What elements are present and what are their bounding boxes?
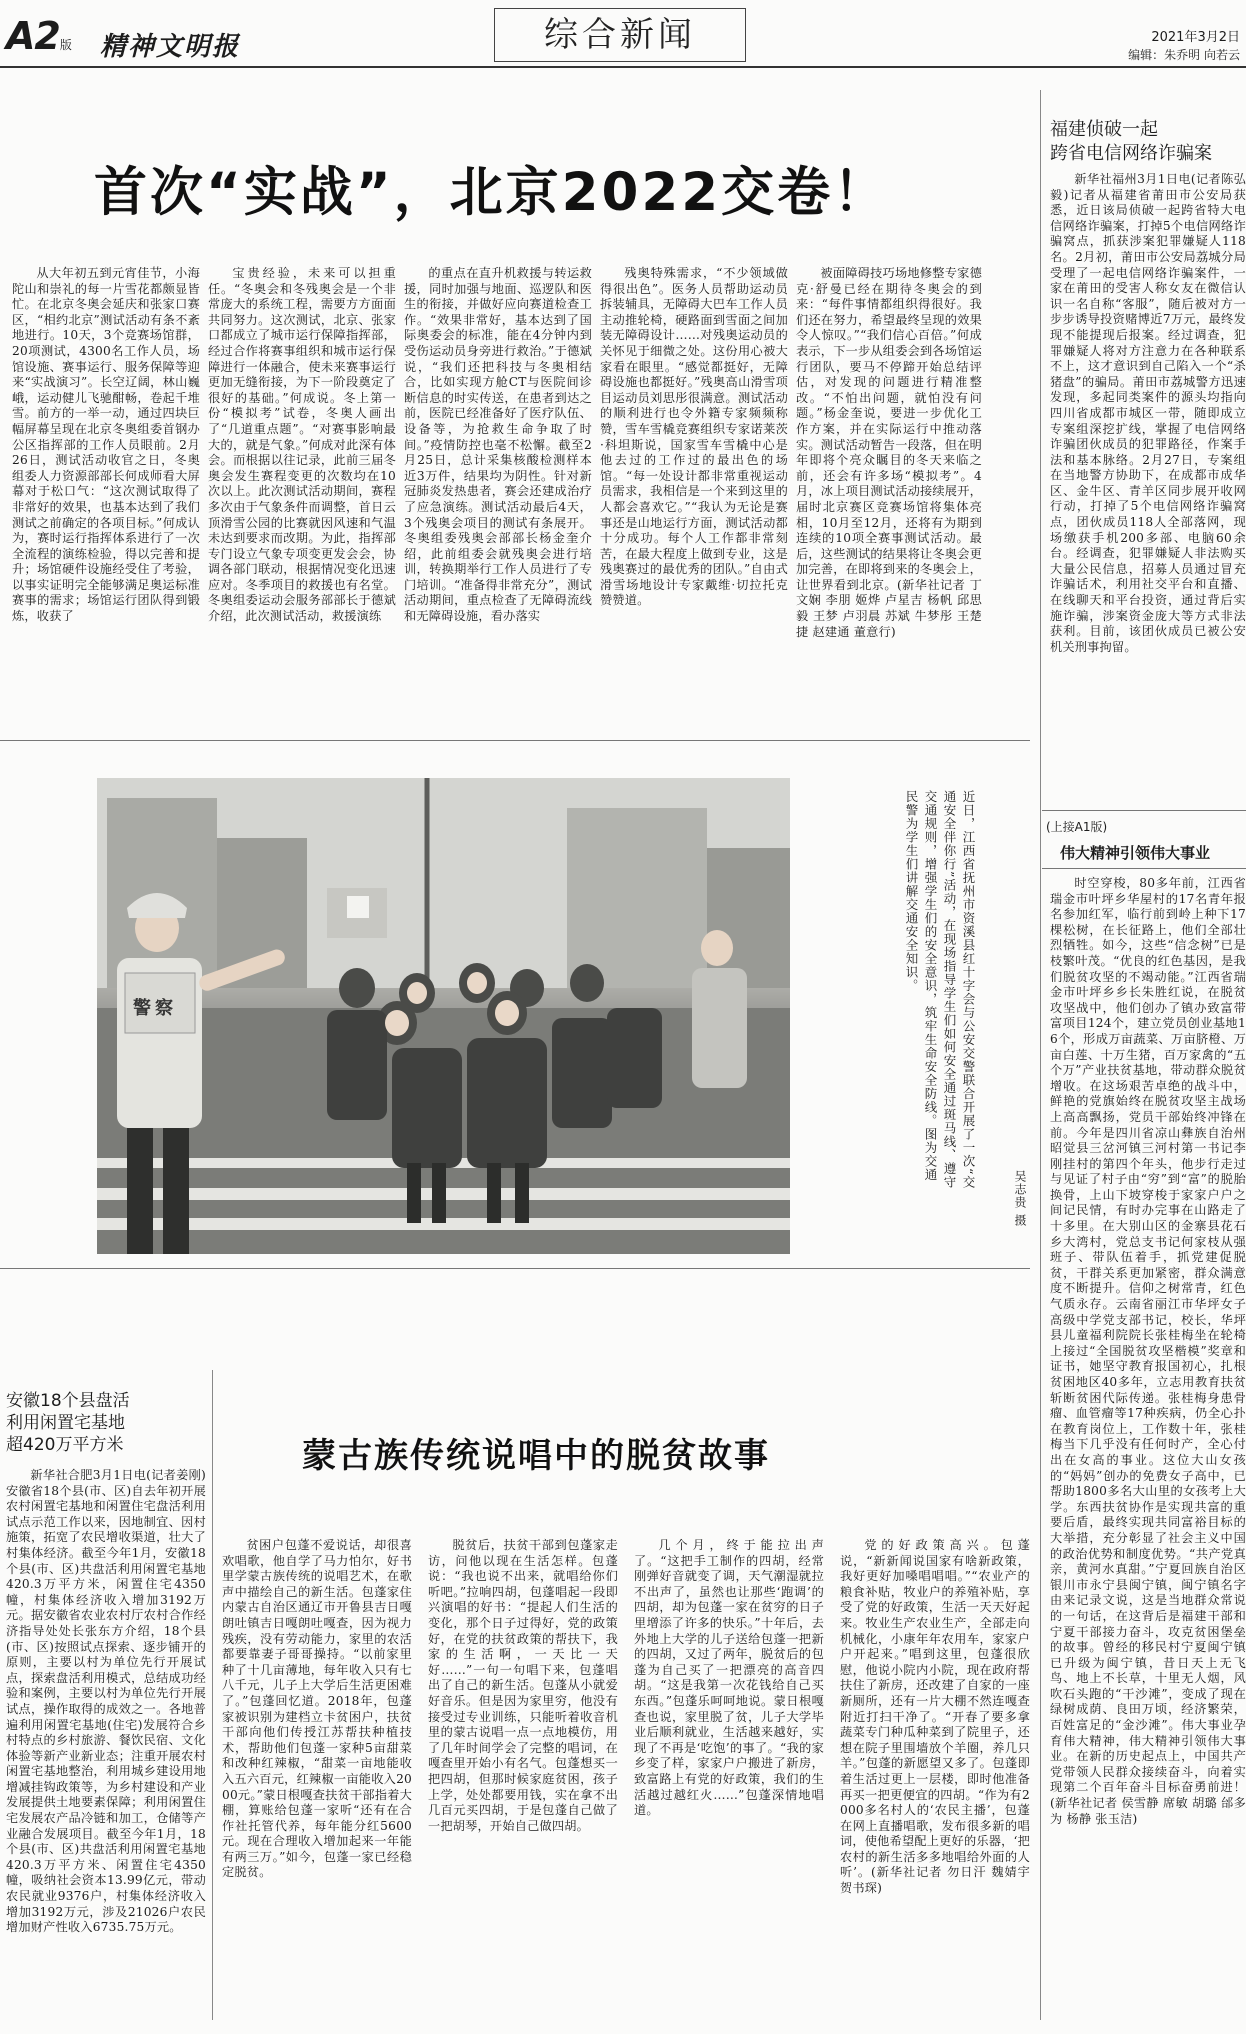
police-vest-label: 警察 (133, 998, 177, 1019)
page-number: A2版 (6, 14, 71, 58)
mongol-headline: 蒙古族传统说唱中的脱贫故事 (302, 1436, 770, 1476)
masthead (0, 0, 1246, 74)
editors-line: 编辑：朱乔明 向若云 (1128, 48, 1240, 62)
mongol-col-4: 党的好政策高兴。包蓬说，“新新闻说国家有啥新政策，我好更好加嗓唱唱唱。”“农业产的粮食补贴，牧业户的养殖补贴，享受了党的好政策，生活一天天好起来。牧业生产农业生产，全部走向机械化，小康年年农用车，家家户户开起来。”唱到这里，包蓬很欣慰，他说小院内小院，现在政府帮扶住了新房，还改建了自家的一座新厕所，还有一片大棚不然连嘎查附近打扫干净了。“开春了要多拿蔬菜专门种瓜种菜到了院里子，还想在院子里围墙放个羊圈，养几只羊。”包蓬的新愿望又多了。包蓬即着生活过更上一层楼，即时他准备再买一把更便宜的四胡。“作为有2000多名村人的‘农民主播’，包蓬在网上直播唱歌，发布很多新的唱词，使他希望配上更好的乐器，‘把农村的新生活多多地唱给外面的人听’。(新华社记者 勿日汗 魏婧宇 贺书琛) (840, 1538, 1030, 1896)
mongol-col-3: 几个月，终于能拉出声了。“这把手工制作的四胡，经常刚弹好音就变了调，天气潮湿就拉不出声了，虽然也让那些‘跑调’的四胡，却为包蓬一家在贫穷的日子里增添了许多的快乐。”十年后，去外地上大学的儿子送给包蓬一把新的四胡，又过了两年，脱贫后的包蓬为自己买了一把漂亮的高音四胡。“这是我第一次花钱给自己买东西。”包蓬乐呵呵地说。蒙日根嘎查也说，家里脱了贫，儿子大学毕业后顺利就业，生活越来越好，实现了不再是‘吃饱’的事了。“我的家乡变了样，家家户户搬进了新房，致富路上有党的好政策，我们的生活越过越红火……”包蓬深情地唱道。 (634, 1538, 824, 1818)
photo-credit: 吴志贵 摄 (1013, 1170, 1027, 1227)
masthead-rule (0, 66, 1246, 68)
left-bottom-column-rule (212, 1370, 213, 2020)
anhui-headline: 安徽18个县盘活 利用闲置宅基地 超420万平方米 (6, 1391, 130, 1455)
main-article-col-1: 从大年初五到元宵佳节，小海陀山和崇礼的每一片雪花都颇显皆忙。在北京冬奥会延庆和张家口赛区，“相约北京”测试活动有条不紊地进行。10天，3个竞赛场馆群，20项测试，4300名工作人员，场馆设施、赛事运行、服务保障等迎来“实战演习”。长空辽阔，林山巍峨，运动健儿飞驰酣畅，卷起千堆雪。前方的一举一动，通过四块巨幅屏幕呈现在北京冬奥组委首钢办公区指挥部的工作人员眼前。2月26日，测试活动收官之日，冬奥组委人力资源部部长何成师看大屏幕对于松口气：“这次测试取得了非常好的效果，也基本达到了我们测试之前确定的各项目标。”何成认为，赛时运行指挥体系进行了一次全流程的演练检验，得以完善和提升；场馆硬件设施经受住了考验，以事实证明完全能够满足奥运标准赛事的需求；场馆运行团队得到锻炼，收获了 (12, 266, 200, 624)
main-article-col-5: 被面障碍技巧场地修整专家德克·舒曼已经在期待冬奥会的到来：“每件事情都组织得很好。我们还在努力，希望最终呈现的效果令人惊叹。”“我们信心百倍。”何成表示，下一步从组委会到各场馆运行团队，要马不停蹄开始总结评估，对发现的问题进行精准整改。“不怕出问题，就怕没有问题。”杨金奎说，要进一步优化工作方案，并在实际运行中推动落实。测试活动暂告一段落，但在明年即将个亮众瞩目的冬天来临之前，还会有许多场“模拟考”。4月，冰上项目测试活动接续展开，届时北京赛区竞赛场馆将集体亮相，10月至12月，还将有为期到连续的10项全赛事测试活动。最后，这些测试的结果将让冬奥会更加完善，在即将到来的冬奥会上，让世界看到北京。(新华社记者 丁文娴 李朋 姬烨 卢星吉 杨帆 邱思毅 王梦 卢羽晨 苏斌 牛梦彤 王楚捷 赵建通 董意行) (796, 266, 982, 639)
paper-name: 精神文明报 (100, 32, 241, 62)
traffic-safety-photo (97, 778, 790, 1254)
photo-bottom-rule (0, 1268, 1030, 1269)
sidebar-rule (1042, 810, 1246, 811)
main-headline: 首次“实战”，北京2022交卷！ (94, 162, 890, 223)
main-article-col-3: 的重点在直升机救援与转运救援，同时加强与地面、巡逻队和医生的衔接，并做好应向赛道检查工作。“效果非常好，基本达到了国际奥委会的标准，能在4分钟内到受伤运动员身旁进行救治。”于德斌说，“我们还把科技与冬奥相结合，比如实现方舱CT与医院间诊断信息的时实传送，在患者到达之前，医院已经准备好了医疗队伍、设备等，为抢救生命争取了时间。”疫情防控也毫不松懈。截至2月25日，总计采集核酸检测样本近3万件，结果均为阴性。针对新冠肺炎发热患者，赛会还建成治疗了应急演练。测试活动最后4天，3个残奥会项目的测试有条展开。冬奥组委残奥会部部长杨金奎介绍，此前组委会就残奥会进行培训，转换期举行工作人员进行了专门培训。“准备得非常充分”，测试活动期间，重点检查了无障碍流线和无障碍设施，看办落实 (404, 266, 592, 624)
anhui-body: 新华社合肥3月1日电(记者姜刚)安徽省18个县(市、区)自去年初开展农村闲置宅基地和闲置住宅盘活利用试点示范工作以来，因地制宜、因村施策，拓宽了农民增收渠道，壮大了村集体经济。截至今年1月，安徽18个县(市、区)共盘活利用闲置宅基地420.3万平方米，闲置住宅4350幢，村集体经济收入增加3192万元。据安徽省农业农村厅农村合作经济指导处处长张东方介绍，18个县(市、区)按照试点探索、逐步铺开的原则，主要以村为单位先行开展试点，探索盘活利用模式，总结成功经验和案例，主要以村为单位先行开展试点，操作取得的成效之一。各地普遍利用闲置宅基地(住宅)发展符合乡村特点的乡村旅游、餐饮民宿、文化体验等新产业新业态；注重开展农村闲置宅基地整治，利用城乡建设用地增减挂钩政策等，为乡村建设和产业发展提供土地要素保障；利用闲置住宅发展农产品冷链和加工，仓储等产业融合发展项目。截至今年1月，18个县(市、区)共盘活利用闲置宅基地420.3万平方米、闲置住宅4350幢，吸纳社会资本13.99亿元，带动农民就业9376户，村集体经济收入增加3192万元，涉及21026户农民增加财产性收入6735.75万元。 (6, 1468, 206, 1935)
main-article-col-2: 宝贵经验，未来可以担重任。“冬奥会和冬残奥会是一个非常庞大的系统工程，需要方方面面共同努力。这次测试，北京、张家口都成立了城市运行保障指挥部，经过合作将赛事组织和城市运行保障进行一体融合，使未来赛事运行更加无缝衔接，为下一阶段奠定了很好的基础。”何成说。冬上第一份“模拟考”试卷，冬奥人画出了“几道重点题”。“对赛事影响最大的，就是气象。”何成对此深有体会。而根据以往记录，此前三届冬奥会发生赛程变更的次数均在10次以上。此次测试活动期间，赛程多次由于气象条件而调整，首日云顶滑雪公园的比赛就因风速和气温未达到要求而改期。为此，指挥部专门设立气象专项变更发会会，协调各部门联动，根据情况变化迅速应对。冬季项目的救援也有名堂。冬奥组委运动会服务部部长于德斌介绍，此次测试活动，救援演练 (208, 266, 396, 624)
right-column-rule (1040, 90, 1041, 2020)
sidebar-body: 时空穿梭，80多年前，江西省瑞金市叶坪乡华屋村的17名青年报名参加红军，临行前到岭上种下17棵松树，在长征路上，他们全部壮烈牺牲。如今，这些“信念树”已是枝繁叶茂。“优良的红色基因，是我们脱贫攻坚的不竭动能。”江西省瑞金市叶坪乡乡长朱胜红说，在脱贫攻坚战中，他们创办了镇办致富带富项目124个，建立党员创业基地16个，形成万亩蔬菜、万亩脐橙、万亩白莲、十万生猪，百万家禽的“五个万”产业扶贫基地，带动群众脱贫增收。在这场艰苦卓绝的战斗中，鲜艳的党旗始终在脱贫攻坚主战场上高高飘扬，党员干部始终冲锋在前。今年是四川省凉山彝族自治州昭觉县三岔河镇三河村第一书记李刚挂村的第四个年头，他步行走过与见证了村子由“穷”到“富”的脱胎换骨，上山下坡穿梭于家家户户之间记民情，有时办完事在山路走了十多里。在大别山区的金寨县花石乡大湾村，党总支书记何家枝从强班子、带队伍着手，抓党建促脱贫，干群关系更加紧密，群众满意度不断提升。信仰之树常青，红色气质永存。云南省丽江市华坪女子高级中学党支部书记，校长，华坪县儿童福利院院长张桂梅坐在轮椅上接过“全国脱贫攻坚楷模”奖章和证书，她坚守教育报国初心，扎根贫困地区40多年，立志用教育扶贫斩断贫困代际传递。张桂梅身患骨瘤、血管瘤等17种疾病，仍全心扑在教育岗位上，工作数十年，张桂梅当下几乎没有任何时产，全心付出在女高的事业。这位大山女孩的“妈妈”创办的免费女子高中，已帮助1800多名大山里的女孩考上大学。东西扶贫协作是实现共富的重要后盾，最终实现共同富裕目标的大举措，充分彰显了社会主义中国的政治优势和制度优势。“共产党真亲，黄河水真甜。”宁夏回族自治区银川市永宁县闽宁镇，闽宁镇名字由来记录文说，这是当地群众常说的一句话，在这背后是福建干部和宁夏干部接力奋斗，攻克贫困堡垒的故事。曾经的移民村宁夏闽宁镇已升级为闽宁镇，昔日天上无飞鸟、地上不长草，十里无人烟，风吹石头跑的“干沙滩”，变成了现在绿树成荫、良田万顷，经济繁荣，百姓富足的“金沙滩”。伟大事业孕育伟大精神，伟大精神引领伟大事业。在新的历史起点上，中国共产党带领人民群众接续奋斗，向着实现第二个百年奋斗目标奋勇前进！(新华社记者 侯雪静 席敏 胡璐 邰多为 杨静 张玉洁) (1050, 876, 1246, 1826)
mongol-col-2: 脱贫后，扶贫干部到包蓬家走访，问他以现在生活怎样。包蓬说：“我也说不出来，就唱给你们听吧。”拉响四胡，包蓬唱起一段即兴演唱的好书：“提起人们生活的变化，那个日子过得好，党的政策好，在党的扶贫政策的帮扶下，我家的生活啊，一天比一天好……”一句一句唱下来，包蓬唱出了自己的新生活。包蓬从小就爱好音乐。但是因为家里穷，他没有接受过专业训练，只能听着收音机里的蒙古说唱一点一点地模仿，用了几年时间学会了完整的唱词，在嘎查里开始小有名气。包蓬想买一把四胡，但那时候家庭贫困，孩子上学，处处都要用钱，实在拿不出几百元买四胡，于是包蓬自己做了一把胡琴，开始自己做四胡。 (428, 1538, 618, 1833)
main-article-col-4: 残奥特殊需求，“不少领域做得很出色”。医务人员帮助运动员拆装辅具，无障碍大巴车工作人员主动推轮椅，硬路面到雪面之间加装无障碍设计……对残奥运动员的关怀见于细微之处。这份用心被大家看在眼里。“感觉都挺好，无障碍设施也都挺好。”残奥高山滑雪项目运动员刘思彤很满意。测试活动的顺利进行也令外籍专家频频称赞，雪车雪橇竞赛组织专家诺莱茨·科坦斯说，国家雪车雪橇中心是他去过的工作过的最出色的场馆。“每一处设计都非常重视运动员需求，我相信是一个来到这里的人都会喜欢它。”“我认为无论是赛事还是山地运行方面，测试活动都十分成功。每个人工作都非常刻苦，在最大程度上做到专业，这是残奥赛过的最优秀的团队。”自由式滑雪场地设计专家戴维·切拉托克赞赞道。 (600, 266, 788, 608)
photo-caption: 近日，江西省抚州市资溪县红十字会与公安交警联合开展了一次“交通安全伴你行”活动，在现场指导学生们如何安全通过斑马线、遵守交通规则，增强学生们的安全意识，筑牢生命安全防线。图为交通民警为学生们讲解交通安全知识。 (904, 790, 976, 1189)
issue-date: 2021年3月2日 (1151, 30, 1240, 45)
mongol-col-1: 贫困户包蓬不爱说话，却很喜欢唱歌，他自学了马力怕尔，好书里学蒙古族传统的说唱艺术，在歌声中描绘自己的新生活。包蓬家住内蒙古自治区通辽市开鲁县吉日嘎朗吐镇吉日嘎朗吐嘎查，因为视力残疾，没有劳动能力，家里的农活都要靠妻子哥哥操持。“以前家里种了十几亩薄地，每年收入只有七八千元，儿子上大学后生活更困难了。”包蓬回忆道。2018年，包蓬家被识别为建档立卡贫困户，扶贫干部向他们传授江苏帮扶种植技术，帮助他们包蓬一家种5亩甜菜和改种红辣椒，“甜菜一亩地能收入五六百元，红辣椒一亩能收入2000元。”蒙日根嘎查扶贫干部指着大棚，算账给包蓬一家听“还有在合作社托管代养，每年能分红5600元。现在合理收入增加起来一年能有两三万。”如今，包蓬一家已经稳定脱贫。 (222, 1538, 412, 1880)
fujian-article-body: 新华社福州3月1日电(记者陈弘毅)记者从福建省莆田市公安局获悉，近日该局侦破一起跨省特大电信网络诈骗案，打掉5个电信网络诈骗窝点，抓获涉案犯罪嫌疑人118名。2月初，莆田市公安局荔城分局受理了一起电信网络诈骗案件，一家在莆田的受害人称女友在微信认识一名自称“客服”，随后被对方一步步诱导投资赌博近7万元，最终发现不能提现后报案。经过调查，犯罪嫌疑人将对方注意力在各种联系不上，这才意识到自己陷入一个“杀猪盘”的骗局。莆田市荔城警方迅速发现，多起同类案件的源头均指向四川省成都市城区一带，随即成立专案组深挖扩线，掌握了电信网络诈骗团伙成员的犯罪路径，作案手法和基本脉络。2月27日，专案组在当地警方协助下，在成都市成华区、金牛区、青羊区同步展开收网行动，打掉了5个电信网络诈骗窝点，团伙成员118人全部落网，现场缴获手机200多部、电脑60余台。经调查，犯罪嫌疑人非法购买大量公民信息，招募人员通过冒充诈骗话术，利用社交平台和直播、在线聊天和平台投资，通过背后实施诈骗，涉案资金庞大等方式非法获利。目前，该团伙成员已被公安机关刑事拘留。 (1050, 172, 1246, 654)
section-title-box (494, 8, 746, 62)
sidebar-continued-note: (上接A1版) (1046, 820, 1108, 834)
photo-illustration (97, 778, 790, 1254)
photo-top-rule (0, 740, 1030, 741)
section-title: 综合新闻 (544, 15, 696, 55)
sidebar-headline: 伟大精神引领伟大事业 (1060, 844, 1211, 862)
sidebar-headline-rule (1042, 868, 1246, 869)
fujian-article-headline: 福建侦破一起 跨省电信网络诈骗案 (1050, 119, 1212, 164)
